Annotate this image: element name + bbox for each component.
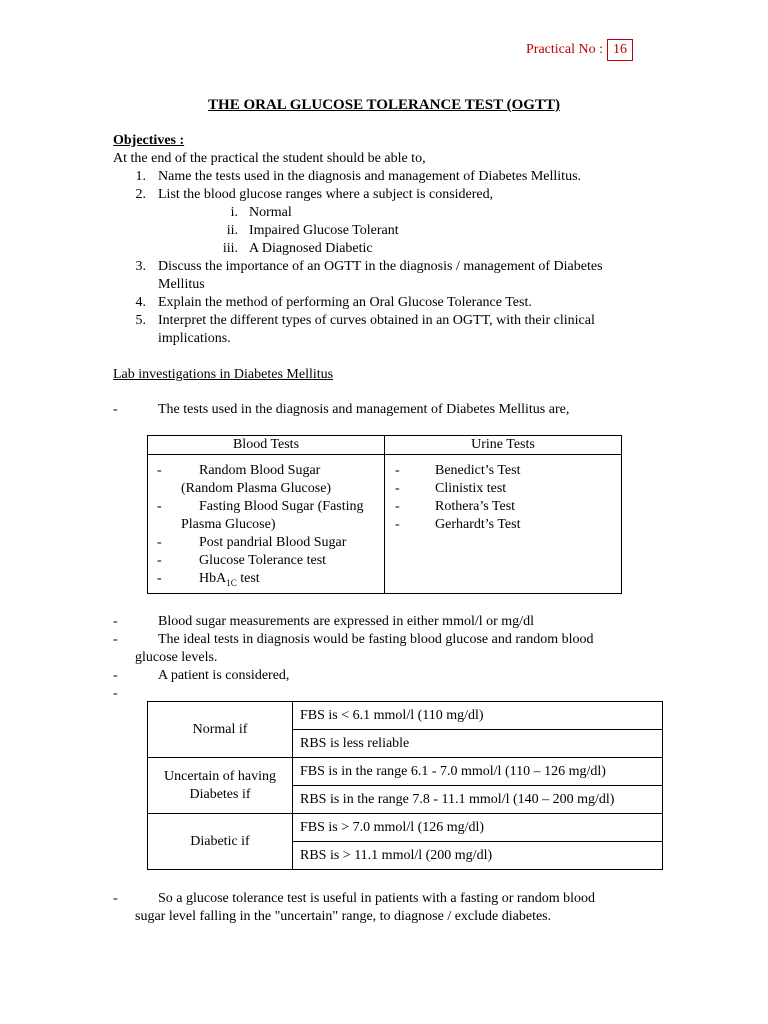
practical-label: Practical No : xyxy=(526,42,603,57)
list-dash: - xyxy=(157,535,162,550)
criteria-value: FBS is < 6.1 mmol/l (110 mg/dl) xyxy=(293,702,663,730)
objectives-heading: Objectives : xyxy=(113,133,185,148)
criteria-value: RBS is in the range 7.8 - 11.1 mmol/l (140 – 200 mg/dl) xyxy=(293,786,663,814)
table-header-blood: Blood Tests xyxy=(148,436,385,455)
criteria-value: RBS is > 11.1 mmol/l (200 mg/dl) xyxy=(293,842,663,870)
subitem-number: ii. xyxy=(226,223,238,238)
lab-intro: The tests used in the diagnosis and management of Diabetes Mellitus are, xyxy=(158,402,570,417)
blood-test-item-cont: (Random Plasma Glucose) xyxy=(181,481,332,496)
objective-item: List the blood glucose ranges where a subject is considered, xyxy=(158,187,494,202)
criteria-table xyxy=(147,701,663,870)
list-dash: - xyxy=(157,571,162,586)
list-dash: - xyxy=(395,463,400,478)
tests-table xyxy=(147,435,622,594)
subitem-text: Impaired Glucose Tolerant xyxy=(249,223,399,238)
objective-item: Name the tests used in the diagnosis and management of Diabetes Mellitus. xyxy=(158,169,582,184)
criteria-label-diabetic: Diabetic if xyxy=(148,814,293,870)
list-dash: - xyxy=(157,463,162,478)
bullet-dash: - xyxy=(113,614,118,629)
criteria-value: FBS is > 7.0 mmol/l (126 mg/dl) xyxy=(293,814,663,842)
blood-tests-cell xyxy=(148,455,385,594)
bullet-dash: - xyxy=(113,632,118,647)
blood-test-item: Fasting Blood Sugar (Fasting xyxy=(199,499,364,514)
criteria-value: RBS is less reliable xyxy=(293,730,663,758)
objective-number: 5. xyxy=(135,313,146,328)
objective-item: Interpret the different types of curves obtained in an OGTT, with their clinical xyxy=(158,313,595,328)
list-dash: - xyxy=(157,499,162,514)
criteria-label-uncertain: Uncertain of having Diabetes if xyxy=(148,758,293,814)
bullet-dash: - xyxy=(113,891,118,906)
hba-label: HbA xyxy=(199,571,227,586)
objective-item-cont: Mellitus xyxy=(158,277,205,292)
blood-test-item: Random Blood Sugar xyxy=(199,463,321,478)
objective-item-cont: implications. xyxy=(158,331,231,346)
bullet-dash: - xyxy=(113,668,118,683)
hba-tail: test xyxy=(236,571,260,586)
list-dash: - xyxy=(395,499,400,514)
urine-test-item: Benedict’s Test xyxy=(435,463,521,478)
blood-test-item-cont: Plasma Glucose) xyxy=(181,517,276,532)
objective-item: Explain the method of performing an Oral Glucose Tolerance Test. xyxy=(158,295,532,310)
point-text: Blood sugar measurements are expressed in either mmol/l or mg/dl xyxy=(158,614,534,629)
subitem-number: iii. xyxy=(222,241,238,256)
list-dash: - xyxy=(395,481,400,496)
urine-test-item: Rothera’s Test xyxy=(435,499,516,514)
subitem-number: i. xyxy=(230,205,238,220)
hba-subscript: 1C xyxy=(226,577,237,588)
subitem-text: Normal xyxy=(249,205,292,220)
final-text: So a glucose tolerance test is useful in patients with a fasting or random blood xyxy=(158,891,596,906)
point-text: The ideal tests in diagnosis would be fasting blood glucose and random blood xyxy=(158,632,594,647)
point-text: A patient is considered, xyxy=(158,668,290,683)
objective-number: 3. xyxy=(135,259,146,274)
practical-number-box xyxy=(526,39,633,61)
blood-test-item xyxy=(199,570,260,588)
final-text-cont: sugar level falling in the "uncertain" range, to diagnose / exclude diabetes. xyxy=(135,909,552,924)
criteria-label-normal: Normal if xyxy=(148,702,293,758)
list-dash: - xyxy=(157,553,162,568)
urine-test-item: Gerhardt’s Test xyxy=(435,517,521,532)
table-header-urine: Urine Tests xyxy=(385,436,622,455)
subitem-text: A Diagnosed Diabetic xyxy=(249,241,373,256)
page-title: THE ORAL GLUCOSE TOLERANCE TEST (OGTT) xyxy=(208,97,560,113)
objective-number: 4. xyxy=(135,295,146,310)
criteria-value: FBS is in the range 6.1 - 7.0 mmol/l (110 – 126 mg/dl) xyxy=(293,758,663,786)
lab-heading: Lab investigations in Diabetes Mellitus xyxy=(113,367,334,382)
objective-number: 2. xyxy=(135,187,146,202)
blood-test-item: Post pandrial Blood Sugar xyxy=(199,535,347,550)
practical-number: 16 xyxy=(607,39,633,61)
objective-item: Discuss the importance of an OGTT in the diagnosis / management of Diabetes xyxy=(158,259,603,274)
urine-tests-cell xyxy=(385,455,622,594)
bullet-dash: - xyxy=(113,402,118,417)
blood-test-item: Glucose Tolerance test xyxy=(199,553,327,568)
list-dash: - xyxy=(395,517,400,532)
objectives-intro: At the end of the practical the student should be able to, xyxy=(113,151,426,166)
point-text-cont: glucose levels. xyxy=(135,650,218,665)
bullet-dash: - xyxy=(113,686,118,701)
objective-number: 1. xyxy=(135,169,146,184)
urine-test-item: Clinistix test xyxy=(435,481,507,496)
